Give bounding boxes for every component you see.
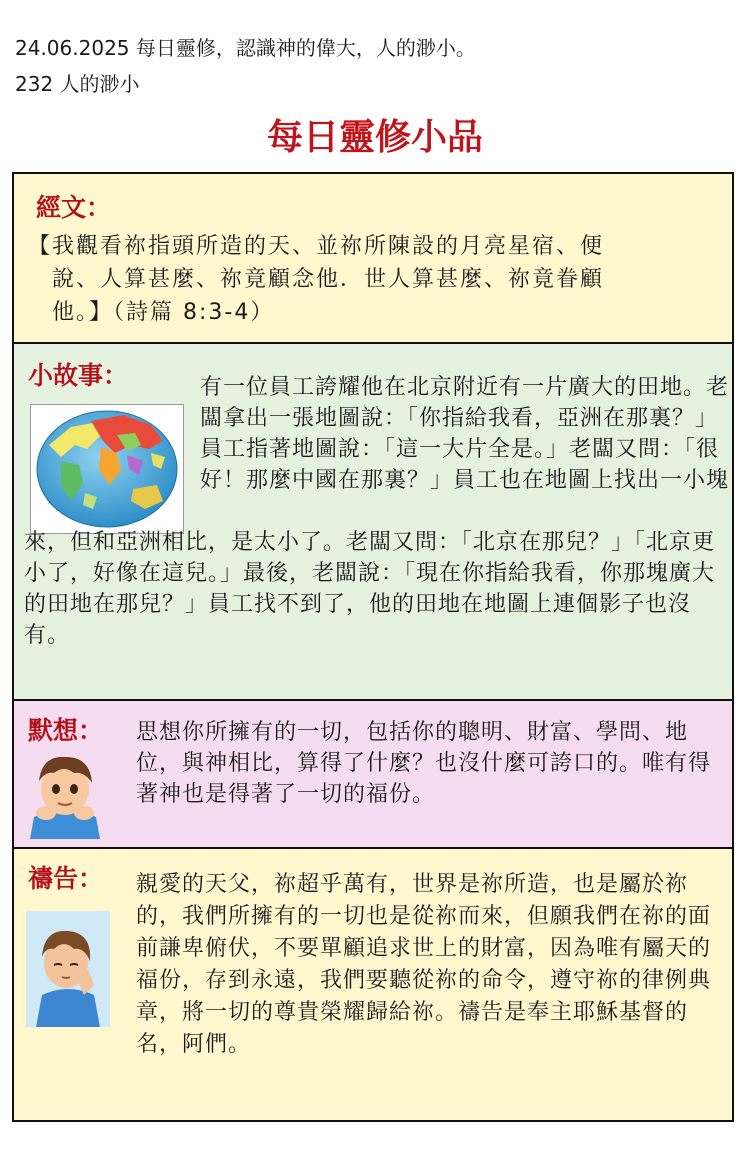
header [15, 30, 476, 102]
prayer-text: 親愛的天父，祢超乎萬有，世界是祢所造，也是屬於祢的，我們所擁有的一切也是從祢而來，但願我們在祢的面前謙卑俯伏，不要單顧追求世上的財富，因為唯有屬天的福份，存到永遠，我們要聽從祢的命令，遵守祢的律例典章，將一切的尊貴榮耀歸給祢。禱告是奉主耶穌基督的名，阿們。 [136, 872, 712, 1057]
devotional-frame [12, 172, 734, 1122]
page-title: 每日靈修小品 [266, 117, 483, 158]
scripture-line-1: 【我觀看祢指頭所造的天、並祢所陳設的月亮星宿、便 [28, 234, 605, 259]
thinking-boy-icon [24, 741, 106, 839]
prayer-label: 禱告： [28, 864, 104, 893]
scripture-line-2: 說、人算甚麼、祢竟顧念他．世人算甚麼、祢竟眷顧 [52, 267, 605, 292]
prayer-section [14, 847, 732, 1120]
world-map-globe-icon [30, 404, 184, 534]
subtitle-line: 232 人的渺小 [15, 72, 140, 96]
scripture-line-3: 他。】（詩篇 8:3-4） [52, 300, 275, 325]
story-text-part-1: 有一位員工誇耀他在北京附近有一片廣大的田地。老闆拿出一張地圖說：「你指給我看，亞洲在那裏？」員工指著地圖說：「這一大片全是。」老闆又問：「很好！那麼中國在那裏？」員工也在地圖上找出一小塊 [200, 375, 730, 493]
story-text-part-2: 來，但和亞洲相比，是太小了。老闆又問：「北京在那兒？」「北京更小了，好像在這兒。」最後，老闆說：「現在你指給我看，你那塊廣大的田地在那兒？」員工找不到了，他的田地在地圖上連個影子也沒有。 [24, 530, 716, 648]
meditation-text: 思想你所擁有的一切，包括你的聰明、財富、學問、地位，與神相比，算得了什麼？也沒什麼可誇口的。唯有得著神也是得著了一切的福份。 [136, 720, 712, 807]
date-line: 24.06.2025 每日靈修，認識神的偉大，人的渺小。 [15, 36, 476, 60]
scripture-section [14, 174, 732, 342]
praying-boy-icon [26, 911, 110, 1027]
meditation-label: 默想： [28, 716, 104, 745]
scripture-label: 經文： [36, 193, 112, 222]
meditation-section [14, 699, 732, 847]
story-label: 小故事： [28, 361, 129, 390]
story-section [14, 342, 732, 699]
scripture-text [28, 230, 728, 329]
